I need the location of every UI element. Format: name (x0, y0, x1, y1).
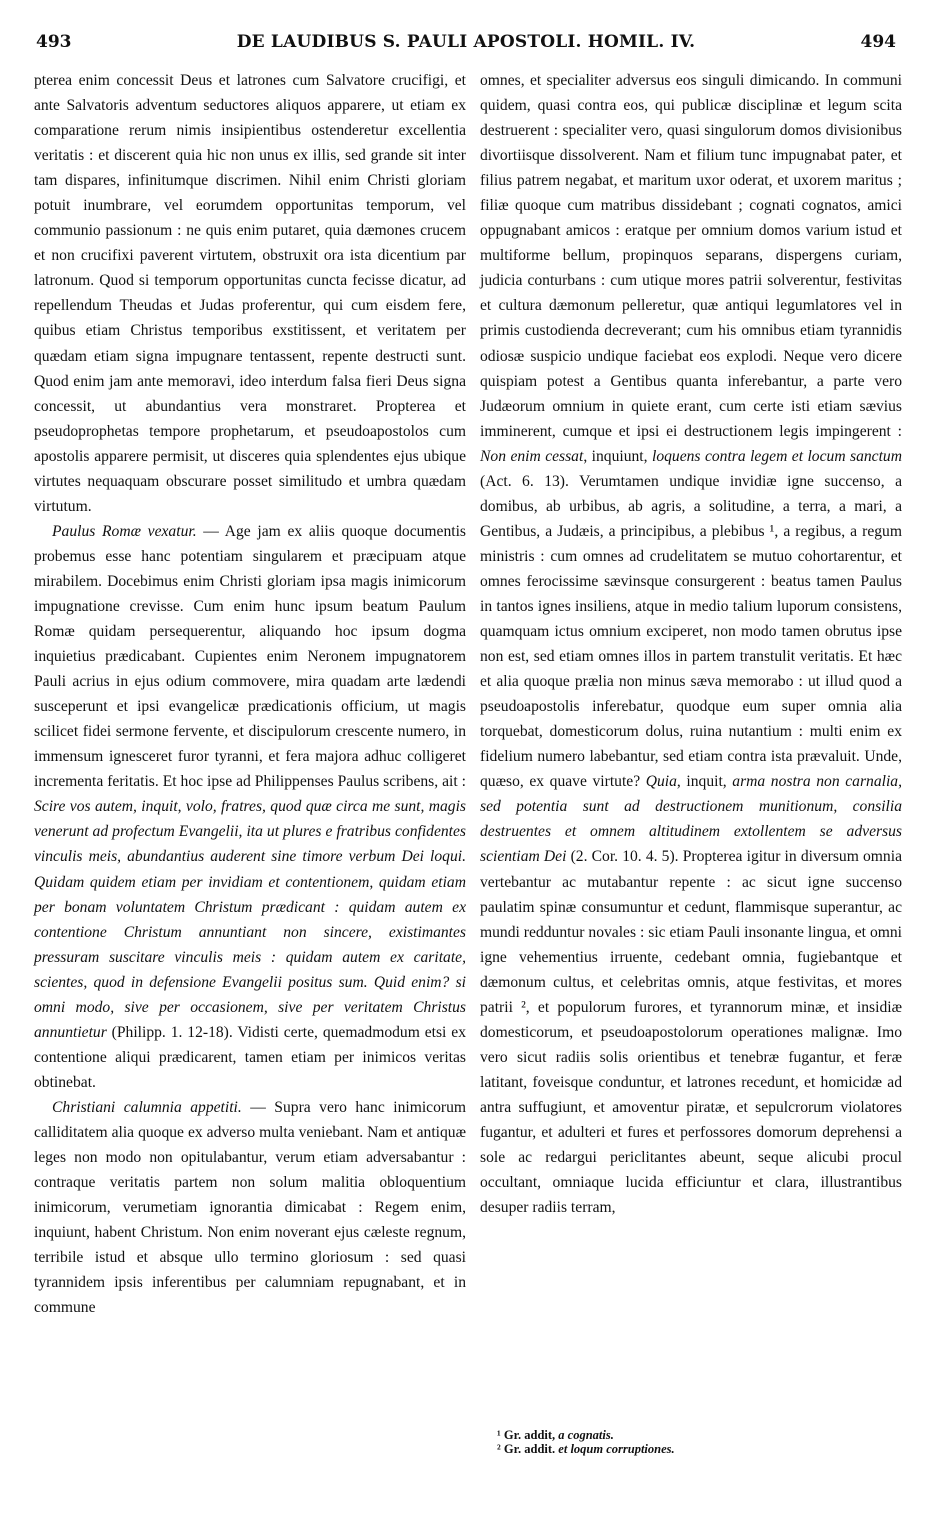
left-column (34, 68, 466, 1320)
page-number-left: 493 (36, 32, 72, 52)
paragraph-text: , inquiunt, (583, 447, 652, 465)
paragraph-text: (Act. 6. 13). Verumtamen undique invidiæ igne succenso, a domibus, ab urbibus, ab agris, a solitudine, a terra, a mari, a Gentibus, a Judæis, a principibus, a plebibus ¹, a regibus, a regum ministris : cum omnes ad crudelitatem se mutuo cohortarentur, et omnes ferocissime sævinsque consurgerent : beatus tamen Paulus in tantos ignes insiliens, atque in medio talium luporum consistens, quamquam ictus omnium exciperet, non modo tamen obrutus ipse non est, sed etiam omnes illos in partem transtulit veritatis. Et hæc et alia quoque prælia non minus sæva memorabo : ut illud quod a pseudoapostolis inferebatur, quodque eum super omnia alia torquebat, domesticorum dolus, ruina nutantium : multi enim ex fidelium numero labebantur, sed etiam contra ista prævaluit. Unde, quæso, ex quave virtute? (480, 472, 902, 791)
section-heading: Christiani calumnia appetiti. (52, 1098, 242, 1116)
right-column (480, 68, 902, 1220)
scripture-quote: Scire vos autem, inquit, volo, fratres, quod quæ circa me sunt, magis venerunt ad profectum Evangelii, ita ut plures e fratribus confidentes vinculis meis, abundantius auderent sine timore verbum Dei loqui. Quidam quidem etiam per invidiam et contentionem, quidam etiam per bonam voluntatem Christum prædicant : quidam autem ex contentione Christum annuntiant non sincere, existimantes pressuram suscitare vinculis meis : quidam autem ex caritate, scientes, quod in defensione Evangelii positus sum. Quid enim? si omni modo, sive per occasionem, sive per veritatem Christus annuntietur (34, 798, 466, 1041)
scripture-quote: Non enim cessat (480, 447, 584, 465)
paragraph-text: (Philipp. 1. 12-18). Vidisti certe, quemadmodum etsi ex contentione aliqui prædicarent, tamen etiam per inimicos veritas obtinebat. (34, 1023, 466, 1091)
paragraph-text: omnes, et specialiter adversus eos singuli dimicando. In communi quidem, quasi contra eos, qui publicæ disciplinæ et legum scita destruerent : specialiter vero, quasi singulorum domos divisionibus divortiisque dissolverent. Nam et filium tunc impugnabat pater, et filius patrem negabat, et maritum uxor oderat, et uxorem maritus ; filiæ quoque cum matribus dissidebant ; cognati cognatos, amici oppugnabant amicos : eratque per omnium domos varium istud et multiforme bellum, propinquos separans, dispergens curiam, judicia conturbans : cum utique mores patrii solverentur, festivitas et cultura dæmonum pelleretur, quæ antiqui legumlatores vel in primis custodienda decreverant; cum his omnibus etiam tyrannidis odiosæ suspicio undique faciebat eos explodi. Neque vero dicere quispiam potest a Gentibus quanta inferebantur, a parte vero Judæorum omnium in quiete erant, cum certe isti etiam sævius imminerent, cumque et ipsi ei destructionem legis impingerent : (480, 72, 902, 440)
footnote-text: ² Gr. addit. (497, 1442, 559, 1456)
paragraph (34, 519, 466, 1095)
footnote-quote: a cognatis. (558, 1428, 614, 1442)
footnotes (497, 1428, 897, 1456)
footnote-quote: et loqum corruptiones. (558, 1442, 675, 1456)
scripture-quote: arma nostra non carnalia, sed potentia sunt ad destructionem munitionum, consilia destruentes et omnem altitudinem extollentem se adversus scientiam Dei (480, 773, 902, 866)
running-header (26, 32, 906, 62)
scripture-quote: Quia (645, 773, 677, 791)
footnote (497, 1442, 897, 1456)
scripture-quote: loquens contra legem et locum sanctum (651, 447, 902, 465)
footnote (497, 1428, 897, 1442)
section-heading: Paulus Romæ vexatur. (52, 522, 197, 540)
paragraph-text: , inquit, (676, 773, 733, 791)
paragraph-text: — Age jam ex aliis quoque documentis probemus esse hanc potentiam singularem et præcipuam atque mirabilem. Docebimus enim Christi gloriam ipsa magis inimicorum impugnatione crevisse. Cum enim hunc ipsum beatum Paulum Romæ quidam persequerentur, aliquando hoc ipsum dogma inquietius prædicabant. Cupientes enim Neronem impugnatorem Pauli acrius in ejus odium commovere, mira quadam arte lædendi susceperunt et ipsi evangelicæ prædicationis officium, ut magis scilicet fidei sermone fervente, et discipulorum crescente numero, in immensum ignesceret furor tyranni, et fera majora adhuc colligeret incrementa feritatis. Et hoc ipse ad Philippenses Paulus scribens, ait : (34, 522, 467, 791)
footnote-text: ¹ Gr. addit, (497, 1428, 559, 1442)
paragraph (480, 68, 902, 1220)
paragraph: pterea enim concessit Deus et latrones cum Salvatore crucifigi, et ante Salvatoris adventum seductores aliquos apparere, ut etiam ex comparatione rerum nimis insipientibus ostenderetur excellentia veritatis : et discerent quia hic non unus ex illis, sed grande sit inter tam dispares, infinitumque discrimen. Nihil enim Christi gloriam potuit inumbrare, vel eorumdem opportunitas temporum, vel communio passionum : ne quis enim putaret, quia dæmones crucem et non crucifixi paverent virtutem, obstruxit ora ista dicentium par latronum. Quod si temporum opportunitas cuncta fecisse dicatur, ad repellendum Theudas et Judas proferentur, qui cum eisdem fere, quibus etiam Christus temporibus exstitissent, et veritatem per quædam etiam signa impugnare tentassent, repente destructi sunt. Quod enim jam ante memoravi, ideo interdum falsa fieri Deus signa concessit, ut abundantius vera monstraret. Propterea et pseudoprophetas tempore prophetarum, et pseudoapostolos cum apostolis apparere permisit, ut disceres quia splendentes ejus ubique virtutes nequaquam obscurare posset similitudo et umbra quædam virtutum. (34, 72, 466, 515)
paragraph-text: (2. Cor. 10. 4. 5). Propterea igitur in diversum omnia vertebantur ac mutabantur repente : ac sicut igne succenso paulatim spinæ consumuntur et cedunt, flammisque superantur, ac mundi redduntur novales : sic etiam Pauli insonante lingua, et omni igne vehementius irruente, cedebant omnia, fugiebantque et dæmonum cultus, et celebritas omnis, atque festivitas, et mores patrii ², et populorum furores, et tyrannorum minæ, et insidiæ domesticorum, et pseudoapostolorum operationes malignæ. Imo vero sicut radiis solis orientibus et tenebræ fugantur, et feræ latitant, foveisque conduntur, et latrones recedunt, et homicidæ ad antra suffugiunt, et amoventur piratæ, et sepulcrorum violatores fugantur, et adulteri et fures et perfossores domorum deprehensi a sole ac redargui periclitantes abeunt, seque alicubi procul occultant, omniaque lucida efficiuntur et clara, illustrantibus desuper radiis terram, (480, 848, 902, 1217)
paragraph-text: — Supra vero hanc inimicorum calliditatem alia quoque ex adverso multa veniebant. Nam et antiquæ leges non modo non opitulabantur, verum etiam adversabantur : contraque veritatis partem non solum malitia obloquentium inimicorum, verumetiam ignorantia dimicabat : Regem enim, inquiunt, habent Christum. Non enim noverant ejus cæleste regnum, terribile istud et absque ullo termino gloriosum : sed quasi tyrannidem ipsis inferentibus per calumniam repugnabant, et in commune (34, 1098, 466, 1317)
running-title: DE LAUDIBUS S. PAULI APOSTOLI. HOMIL. IV. (236, 32, 696, 52)
paragraph (34, 1095, 466, 1320)
page-number-right: 494 (860, 32, 896, 52)
